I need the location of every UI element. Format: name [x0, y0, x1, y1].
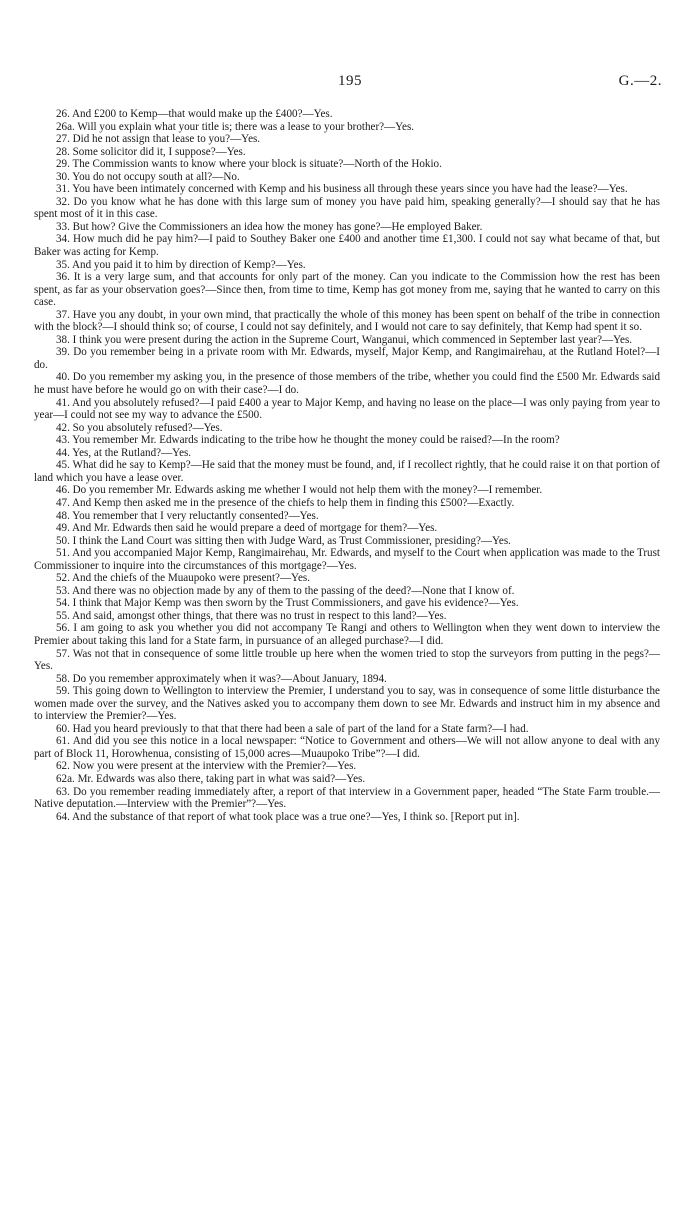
- question-paragraph: 62a. Mr. Edwards was also there, taking part in what was said?—Yes.: [56, 772, 366, 785]
- question-paragraph: 33. But how? Give the Commissioners an idea how the money has gone?—He employed Baker.: [56, 220, 483, 233]
- question-paragraph: 26. And £200 to Kemp—that would make up the £400?—Yes.: [56, 108, 333, 120]
- question-paragraph: 56. I am going to ask you whether you did not accompany Te Rangi and others to Wellington when they went down to interview the Premier about taking this land for a State farm, in pursuance of an alleged purchase?—I did.: [34, 622, 660, 647]
- question-paragraph: 32. Do you know what he has done with this large sum of money you have paid him, speaking generally?—I should say that he has spent most of it in this case.: [34, 195, 660, 221]
- question-paragraph: 38. I think you were present during the action in the Supreme Court, Wanganui, which commenced in September last year?—Yes.: [56, 333, 633, 346]
- question-paragraph: 36. It is a very large sum, and that accounts for only part of the money. Can you indicate to the Commission how the rest has been spent, as far as your observation goes?—Since then, from time to time, Kemp has got money from me, saying that he wanted to carry on this case.: [34, 271, 660, 309]
- question-paragraph: 50. I think the Land Court was sitting then with Judge Ward, as Trust Commissioner, presiding?—Yes.: [56, 534, 511, 547]
- question-paragraph: 26a. Will you explain what your title is; there was a lease to your brother?—Yes.: [56, 120, 415, 133]
- question-paragraph: 62. Now you were present at the interview with the Premier?—Yes.: [56, 760, 357, 773]
- question-paragraph: 41. And you absolutely refused?—I paid £400 a year to Major Kemp, and having no lease on the place—I was only paying from year to year—I could not see my way to advance the £500.: [34, 396, 660, 422]
- question-paragraph: 58. Do you remember approximately when it was?—About January, 1894.: [56, 672, 387, 685]
- question-paragraph: 54. I think that Major Kemp was then sworn by the Trust Commissioners, and gave his evidence?—Yes.: [56, 597, 519, 610]
- question-paragraph: 30. You do not occupy south at all?—No.: [56, 170, 240, 183]
- question-paragraph: 45. What did he say to Kemp?—He said that the money must be found, and, if I recollect rightly, that he could raise it on that portion of land which you have a lease over.: [34, 459, 660, 484]
- question-paragraph: 48. You remember that I very reluctantly consented?—Yes.: [56, 509, 319, 522]
- question-paragraph: 35. And you paid it to him by direction of Kemp?—Yes.: [56, 258, 306, 271]
- question-paragraph: 60. Had you heard previously to that that there had been a sale of part of the land for a State farm?—I had.: [56, 722, 529, 735]
- question-paragraph: 42. So you absolutely refused?—Yes.: [56, 421, 223, 434]
- question-paragraph: 31. You have been intimately concerned with Kemp and his business all through these years since you have had the lease?—Yes.: [56, 183, 628, 196]
- page-number: 195: [338, 73, 362, 89]
- question-paragraph: 46. Do you remember Mr. Edwards asking me whether I would not help them with the money?—I remember.: [56, 484, 543, 497]
- question-paragraph: 61. And did you see this notice in a local newspaper: “Notice to Government and others—We will not allow anyone to deal with any part of Block 11, Horowhenua, consisting of 15,000 acres—Muaupoko Tribe”?—I did.: [34, 735, 660, 760]
- question-paragraph: 51. And you accompanied Major Kemp, Rangimairehau, Mr. Edwards, and myself to the Court when application was made to the Trust Commissioner to inquire into the circumstances of this mortgage?—Yes.: [34, 547, 660, 572]
- question-paragraph: 37. Have you any doubt, in your own mind, that practically the whole of this money has been spent on behalf of the tribe in connection with the block?—I should think so; of course, I could not say definitely, and I would not care to say definitely, that Kemp had spent it so.: [34, 308, 660, 334]
- question-paragraph: 59. This going down to Wellington to interview the Premier, I understand you to say, was in consequence of some little disturbance the women made over the survey, and the Natives asked you to accompany them down to see Mr. Edwards and instruct him in my absence and to interview the Premier?—Yes.: [34, 685, 660, 723]
- question-paragraph: 55. And said, amongst other things, that there was no trust in respect to this land?—Yes.: [56, 609, 447, 622]
- question-paragraph: 64. And the substance of that report of what took place was a true one?—Yes, I think so. [Report put in].: [56, 810, 520, 823]
- question-paragraph: 47. And Kemp then asked me in the presence of the chiefs to help them in finding this £500?—Exactly.: [56, 496, 515, 509]
- question-paragraph: 40. Do you remember my asking you, in the presence of those members of the tribe, whether you could find the £500 Mr. Edwards said he must have before he would go on with their case?—I do.: [34, 371, 660, 397]
- document-body: [34, 108, 660, 823]
- page-header: [0, 73, 700, 95]
- question-paragraph: 57. Was not that in consequence of some little trouble up here when the women tried to stop the surveyors from putting in the pegs?—Yes.: [34, 647, 660, 673]
- question-paragraph: 34. How much did he pay him?—I paid to Southey Baker one £400 and another time £1,300. I could not say what became of that, but Baker was acting for Kemp.: [34, 233, 660, 259]
- question-paragraph: 27. Did he not assign that lease to you?—Yes.: [56, 133, 261, 146]
- document-reference: G.—2.: [618, 73, 662, 89]
- question-paragraph: 44. Yes, at the Rutland?—Yes.: [56, 446, 192, 459]
- question-paragraph: 43. You remember Mr. Edwards indicating to the tribe how he thought the money could be raised?—In the room?: [56, 434, 560, 447]
- question-paragraph: 39. Do you remember being in a private room with Mr. Edwards, myself, Major Kemp, and Rangimairehau, at the Rutland Hotel?—I do.: [34, 346, 660, 371]
- question-paragraph: 49. And Mr. Edwards then said he would prepare a deed of mortgage for them?—Yes.: [56, 522, 438, 535]
- question-paragraph: 53. And there was no objection made by any of them to the passing of the deed?—None that I know of.: [56, 584, 515, 597]
- question-paragraph: 52. And the chiefs of the Muaupoko were present?—Yes.: [56, 572, 310, 585]
- question-paragraph: 28. Some solicitor did it, I suppose?—Yes.: [56, 145, 246, 158]
- question-paragraph: 29. The Commission wants to know where your block is situate?—North of the Hokio.: [56, 158, 442, 171]
- question-paragraph: 63. Do you remember reading immediately after, a report of that interview in a Government paper, headed “The State Farm trouble.—Native deputation.—Interview with the Premier”?—Yes.: [34, 785, 660, 811]
